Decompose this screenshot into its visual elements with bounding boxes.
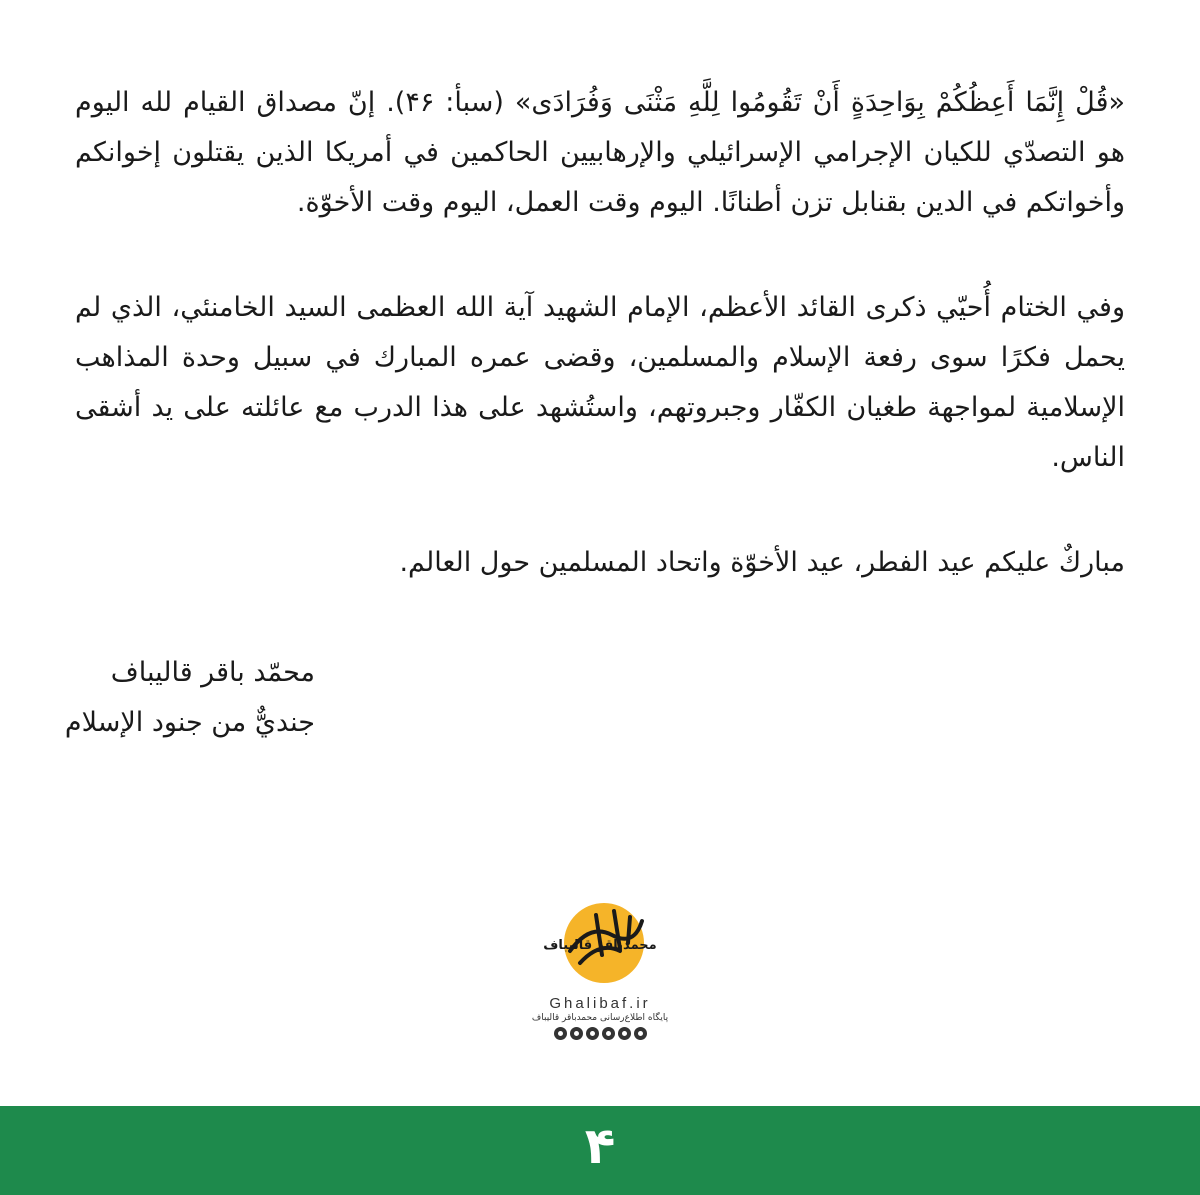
logo-emblem	[543, 893, 657, 993]
social-icons-row	[530, 1027, 670, 1040]
logo-calligraphy-text: محمدباقر قالیباف	[543, 938, 657, 953]
logo-calligraphy-icon	[543, 893, 657, 993]
rubika-icon	[634, 1027, 647, 1040]
paragraph-tribute: وفي الختام أُحيّي ذكرى القائد الأعظم، الإمام الشهيد آية الله العظمى السيد الخامنئي، الذي لم يحمل فكرًا سوى رفعة الإسلام والمسلمين، وقضى عمره المبارك في سبيل وحدة المذاهب الإسلامية لمواجهة طغيان الكفّار وجبروتهم، واستُشهد على هذا الدرب مع عائلته على يد أشقى الناس.	[75, 292, 1125, 473]
page-number: ۴	[584, 1117, 616, 1175]
telegram-icon	[554, 1027, 567, 1040]
aparat-icon	[602, 1027, 615, 1040]
footer-bar	[0, 1106, 1200, 1195]
logo-tagline: پایگاه اطلاع‌رسانی محمدباقر قالیباف	[531, 1013, 669, 1023]
letter-body	[75, 78, 1125, 588]
paragraph-quran-verse: «قُلْ إِنَّمَا أَعِظُكُمْ بِوَاحِدَةٍ أَنْ تَقُومُوا لِلَّهِ مَثْنَى وَفُرَادَى» (سبأ: ۴۶). إنّ مصداق القيام لله اليوم هو التصدّي للكيان الإجرامي الإسرائيلي والإرهابيين الحاكمين في أمريكا الذين يقتلون إخوانكم وأخواتكم في الدين بقنابل تزن أطنانًا. اليوم وقت العمل، اليوم وقت الأخوّة.	[75, 87, 1125, 218]
paragraph-eid-greeting: مباركٌ عليكم عيد الفطر، عيد الأخوّة واتحاد المسلمين حول العالم.	[399, 547, 1125, 578]
instagram-icon	[570, 1027, 583, 1040]
signature-title: جنديٌّ من جنود الإسلام	[64, 707, 315, 738]
signature-name: محمّد باقر قاليباف	[110, 657, 315, 688]
twitter-icon	[586, 1027, 599, 1040]
eitaa-icon	[618, 1027, 631, 1040]
ghalibaf-logo	[530, 893, 670, 1040]
signature-block	[65, 648, 315, 748]
logo-site-url: Ghalibaf.ir	[549, 995, 651, 1012]
